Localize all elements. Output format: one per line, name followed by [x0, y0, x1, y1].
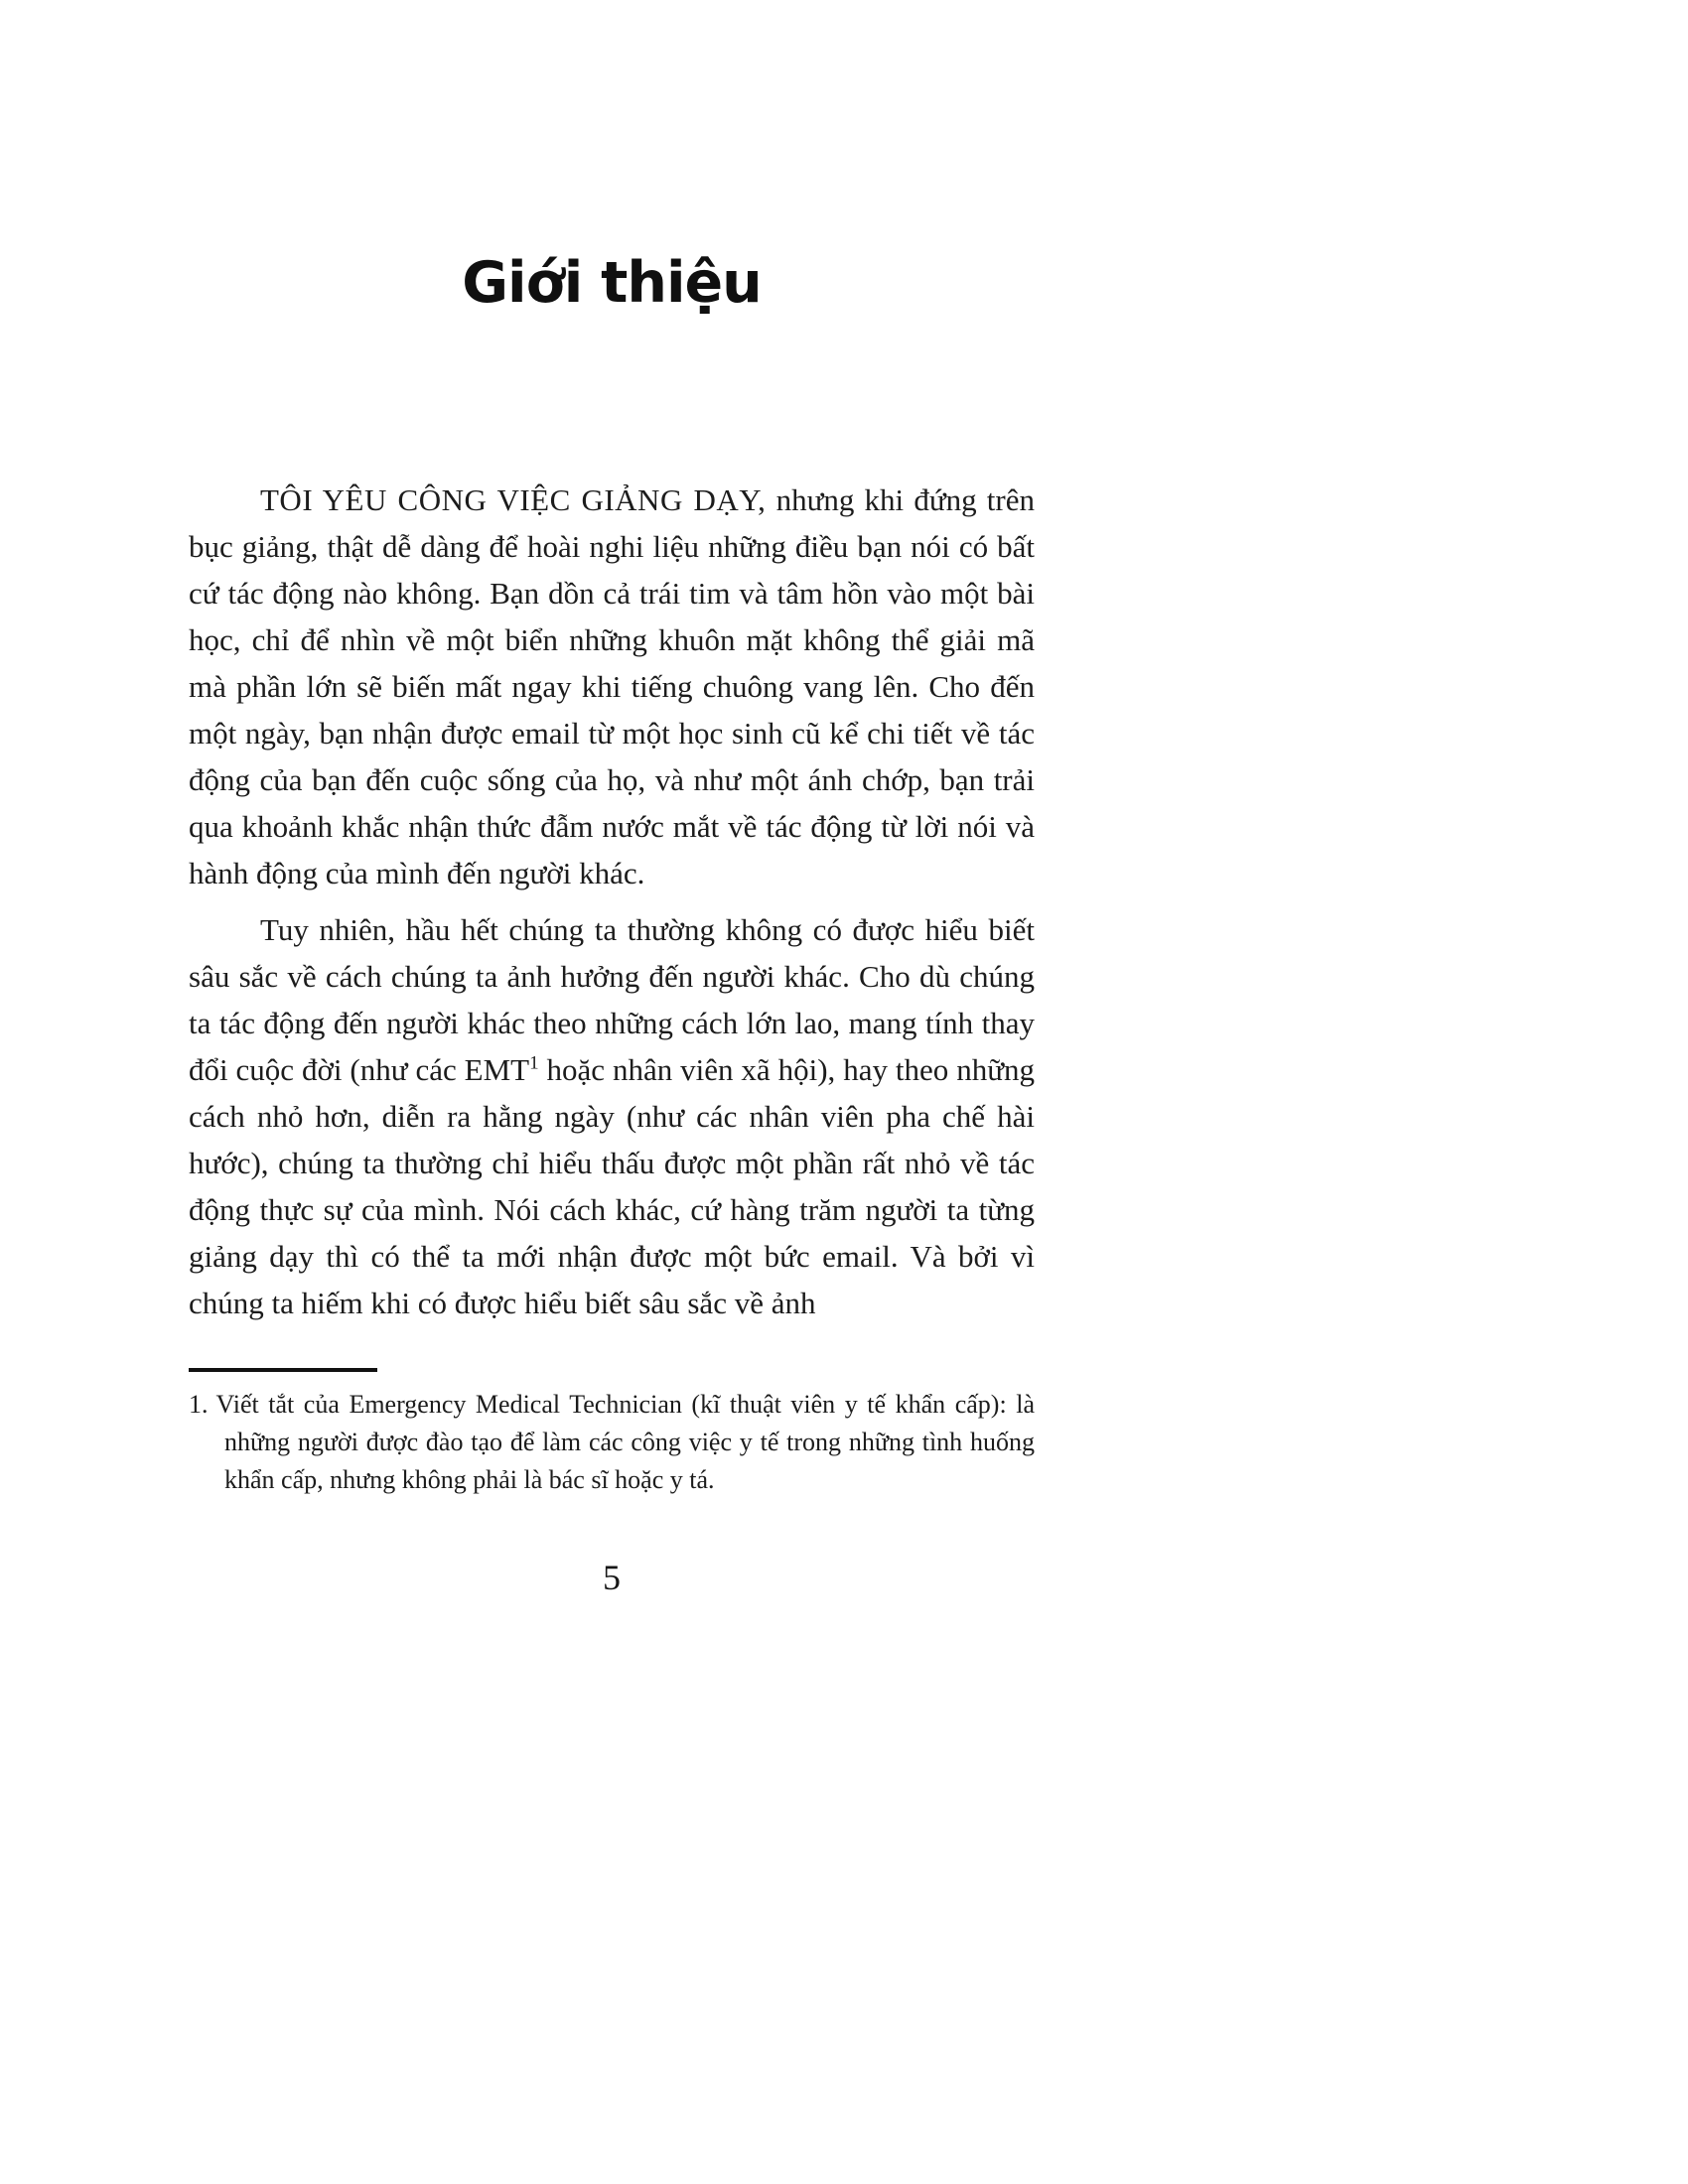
footnote-text: Viết tắt của Emergency Medical Technician (kĩ thuật viên y tế khẩn cấp): là những người được đào tạo để làm các công việc y tế trong những tình huống khẩn cấp, nhưng không phải là bác sĩ hoặc y tá. [215, 1390, 1035, 1494]
paragraph-text: hoặc nhân viên xã hội), hay theo những cách nhỏ hơn, diễn ra hằng ngày (như các nhân viên pha chế hài hước), chúng ta thường chỉ hiểu thấu được một phần rất nhỏ về tác động thực sự của mình. Nói cách khác, cứ hàng trăm người ta từng giảng dạy thì có thể ta mới nhận được một bức email. Và bởi vì chúng ta hiếm khi có được hiểu biết sâu sắc về ảnh [189, 1052, 1035, 1320]
footnote-reference: 1 [529, 1052, 539, 1074]
page-title: Giới thiệu [462, 250, 762, 316]
paragraph-text: Tuy nhiên, hầu hết chúng ta thường không có được hiểu biết sâu sắc về cách chúng ta ảnh hưởng đến người khác. Cho dù chúng ta tác động đến người khác theo những cách lớn lao, mang tính thay đổi cuộc đời (như các EMT [189, 912, 1035, 1087]
footnote-rule [189, 1368, 377, 1372]
paragraph [189, 477, 1035, 896]
page-number: 5 [603, 1558, 621, 1597]
footnote [189, 1386, 1035, 1499]
footnote-marker: 1. [189, 1390, 209, 1419]
paragraph-text: nhưng khi đứng trên bục giảng, thật dễ dàng để hoài nghi liệu những điều bạn nói có bất cứ tác động nào không. Bạn dồn cả trái tim và tâm hồn vào một bài học, chỉ để nhìn về một biển những khuôn mặt không thể giải mã mà phần lớn sẽ biến mất ngay khi tiếng chuông vang lên. Cho đến một ngày, bạn nhận được email từ một học sinh cũ kể chi tiết về tác động của bạn đến cuộc sống của họ, và như một ánh chớp, bạn trải qua khoảnh khắc nhận thức đẫm nước mắt về tác động từ lời nói và hành động của mình đến người khác. [189, 482, 1035, 890]
footnote-block [189, 1368, 1035, 1499]
body-text [189, 477, 1035, 1326]
lead-text: TÔI YÊU CÔNG VIỆC GIẢNG DẠY, [260, 482, 767, 517]
book-page [189, 0, 1035, 2184]
paragraph [189, 906, 1035, 1326]
